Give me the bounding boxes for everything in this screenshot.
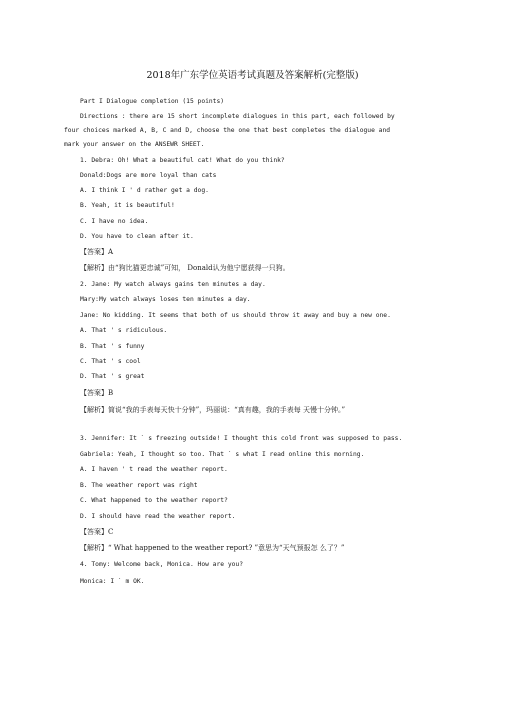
directions-line-3: mark your answer on the ANSEWR SHEET.	[64, 141, 205, 148]
q1-prompt: 1. Debra: Oh! What a beautiful cat! What do you think?	[80, 157, 285, 164]
directions-line-1: Directions : there are 15 short incomplete dialogues in this part, each followed by	[80, 113, 395, 120]
q3-option-b: B. The weather report was right	[80, 482, 198, 489]
q1-answer: 【答案】A	[80, 248, 114, 256]
q2-option-c: C. That ' s cool	[80, 358, 141, 365]
q3-option-c: C. What happened to the weather report?	[80, 497, 228, 504]
q1-option-a: A. I think I ' d rather get a dog.	[80, 187, 209, 194]
q3-option-a: A. I haven ' t read the weather report.	[80, 466, 228, 473]
q1-reply: Donald:Dogs are more loyal than cats	[80, 172, 217, 179]
q2-prompt: 2. Jane: My watch always gains ten minutes a day.	[80, 281, 266, 288]
section-heading: Part I Dialogue completion (15 points)	[80, 98, 225, 105]
document-title: 2018年广东学位英语考试真题及答案解析(完整版)	[146, 70, 359, 81]
q3-prompt: 3. Jennifer: It ` s freezing outside! I thought this cold front was supposed to pass.	[80, 435, 403, 442]
q1-option-b: B. Yeah, it is beautiful!	[80, 202, 175, 209]
q2-option-d: D. That ' s great	[80, 373, 145, 380]
q3-answer: 【答案】C	[80, 528, 114, 536]
directions-line-2: four choices marked A, B, C and D, choose the one that best completes the dialogue and	[64, 127, 391, 134]
q2-analysis: 【解析】简说“我的手表每天快十分钟”，玛丽说：“真有趣，我的手表每 天慢十分钟。”	[80, 406, 346, 414]
q3-reply: Gabriela: Yeah, I thought so too. That ` s what I read online this morning.	[80, 451, 365, 458]
q2-option-a: A. That ' s ridiculous.	[80, 327, 168, 334]
q2-answer: 【答案】B	[80, 389, 114, 397]
q3-option-d: D. I should have read the weather report.	[80, 513, 236, 520]
q4-reply: Monica: I ` m OK.	[80, 578, 145, 585]
q3-analysis: 【解析】“ What happened to the weather report? ”意思为“天气预报怎 么了？”	[80, 544, 345, 552]
q1-option-d: D. You have to clean after it.	[80, 233, 194, 240]
q2-reply: Mary:My watch always loses ten minutes a day.	[80, 296, 251, 303]
q1-option-c: C. I have no idea.	[80, 218, 149, 225]
q1-analysis: 【解析】由“狗比猫更忠诚”可知， Donald认为他宁愿获得一只狗。	[80, 264, 290, 272]
q4-prompt: 4. Tomy: Welcome back, Monica. How are you?	[80, 561, 244, 568]
q2-reply-2: Jane: No kidding. It seems that both of us should throw it away and buy a new one.	[80, 312, 391, 319]
q2-option-b: B. That ' s funny	[80, 343, 145, 350]
